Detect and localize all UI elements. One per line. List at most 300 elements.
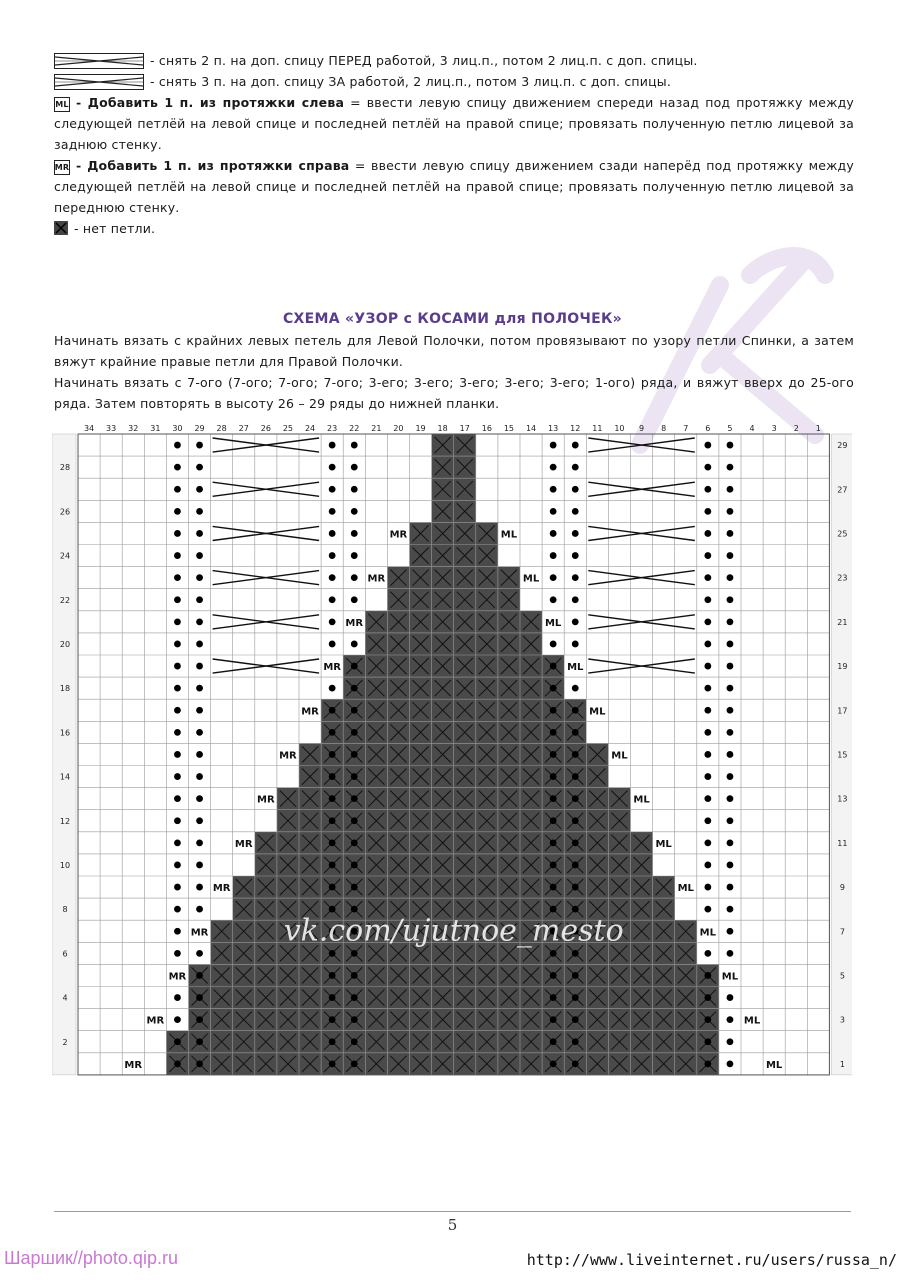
purl-dot — [704, 729, 711, 736]
purl-dot — [704, 530, 711, 537]
purl-dot — [572, 685, 579, 692]
purl-dot — [196, 486, 203, 493]
ml-increase: ML — [544, 617, 562, 629]
mr-increase: MR — [257, 794, 275, 806]
purl-dot — [572, 530, 579, 537]
row-number: 4 — [62, 993, 68, 1003]
column-number: 34 — [83, 424, 95, 433]
purl-dot — [196, 1038, 203, 1045]
purl-dot — [727, 906, 734, 913]
purl-dot — [174, 618, 181, 625]
purl-dot — [329, 464, 336, 471]
purl-dot — [174, 685, 181, 692]
purl-dot — [727, 795, 734, 802]
purl-dot — [196, 906, 203, 913]
row-number: 28 — [59, 463, 71, 473]
purl-dot — [727, 950, 734, 957]
purl-dot — [174, 1016, 181, 1023]
purl-dot — [704, 442, 711, 449]
no-loop-icon — [54, 221, 68, 235]
purl-dot — [704, 1016, 711, 1023]
purl-dot — [727, 486, 734, 493]
column-number: 20 — [393, 424, 404, 433]
purl-dot — [174, 839, 181, 846]
purl-dot — [572, 972, 579, 979]
row-number: 8 — [62, 905, 68, 915]
purl-dot — [351, 442, 358, 449]
legend-mr — [54, 155, 854, 218]
mr-increase: MR — [323, 662, 341, 674]
row-number: 14 — [59, 772, 71, 782]
purl-dot — [351, 839, 358, 846]
row-number: 2 — [62, 1037, 68, 1047]
purl-dot — [572, 486, 579, 493]
purl-dot — [572, 994, 579, 1001]
purl-dot — [727, 641, 734, 648]
purl-dot — [550, 641, 557, 648]
purl-dot — [704, 464, 711, 471]
purl-dot — [174, 884, 181, 891]
purl-dot — [329, 751, 336, 758]
purl-dot — [196, 530, 203, 537]
row-number: 5 — [839, 971, 845, 981]
row-number: 19 — [837, 662, 848, 672]
row-number: 20 — [59, 639, 71, 649]
purl-dot — [572, 817, 579, 824]
purl-dot — [727, 862, 734, 869]
purl-dot — [351, 729, 358, 736]
mr-icon: MR — [54, 160, 70, 175]
ml-increase: ML — [522, 573, 540, 585]
purl-dot — [174, 817, 181, 824]
purl-dot — [329, 1038, 336, 1045]
column-number: 1 — [815, 424, 821, 433]
chart-watermark: vk.com/ujutnoe_mesto — [283, 913, 624, 949]
purl-dot — [329, 884, 336, 891]
column-number: 33 — [106, 424, 117, 433]
column-number: 27 — [238, 424, 249, 433]
cable-front-icon — [54, 53, 144, 69]
purl-dot — [550, 1060, 557, 1067]
purl-dot — [572, 1038, 579, 1045]
purl-dot — [550, 707, 557, 714]
purl-dot — [196, 464, 203, 471]
purl-dot — [196, 1016, 203, 1023]
ml-title: - Добавить 1 п. из протяжки слева — [76, 95, 345, 110]
cable-back-text: - снять 3 п. на доп. спицу ЗА работой, 2 лиц.п., потом 3 лиц.п. с доп. спицы. — [150, 74, 672, 89]
purl-dot — [572, 552, 579, 559]
purl-dot — [329, 839, 336, 846]
ml-desc: = ввести левую спицу движением спереди назад под протяжку между следующей петлёй на левой спице и последней петлёй на правой спице; провязать полученную петлю лицевой за заднюю стенку. — [54, 95, 855, 152]
ml-increase: ML — [655, 838, 672, 850]
column-number: 16 — [481, 424, 492, 433]
purl-dot — [351, 994, 358, 1001]
credit-left: Шаршик//photo.qip.ru — [4, 1248, 178, 1268]
purl-dot — [329, 773, 336, 780]
ml-increase: ML — [611, 750, 628, 762]
purl-dot — [550, 442, 557, 449]
purl-dot — [550, 508, 557, 515]
column-number: 11 — [592, 424, 603, 433]
mr-increase: MR — [190, 927, 209, 939]
purl-dot — [174, 530, 181, 537]
purl-dot — [704, 1038, 711, 1045]
purl-dot — [329, 729, 336, 736]
purl-dot — [727, 884, 734, 891]
column-number: 4 — [749, 424, 755, 433]
noloop-text: - нет петли. — [74, 221, 156, 236]
purl-dot — [550, 906, 557, 913]
mr-increase: MR — [146, 1015, 165, 1027]
page-number: 5 — [447, 1216, 458, 1234]
purl-dot — [704, 663, 711, 670]
purl-dot — [351, 751, 358, 758]
ml-increase: ML — [567, 662, 584, 674]
column-number: 32 — [128, 424, 139, 433]
purl-dot — [329, 486, 336, 493]
purl-dot — [704, 508, 711, 515]
purl-dot — [727, 663, 734, 670]
mr-increase: MR — [168, 971, 187, 983]
purl-dot — [572, 729, 579, 736]
purl-dot — [351, 641, 358, 648]
ml-increase: ML — [589, 706, 606, 718]
purl-dot — [174, 596, 181, 603]
ml-increase: ML — [765, 1059, 783, 1071]
purl-dot — [329, 508, 336, 515]
row-number: 12 — [59, 816, 71, 826]
purl-dot — [351, 663, 358, 670]
purl-dot — [572, 641, 579, 648]
footer-divider — [54, 1211, 851, 1212]
purl-dot — [329, 972, 336, 979]
purl-dot — [174, 994, 181, 1001]
mr-desc: = ввести левую спицу движением сзади наперёд под протяжку между следующей петлёй на левой спице и последней петлёй на правой спице; провязать полученную петлю лицевой за переднюю стенку. — [54, 158, 854, 215]
purl-dot — [196, 994, 203, 1001]
purl-dot — [174, 464, 181, 471]
purl-dot — [572, 442, 579, 449]
legend — [54, 50, 854, 239]
purl-dot — [550, 1016, 557, 1023]
row-number: 22 — [59, 595, 71, 605]
ml-increase: ML — [699, 927, 717, 939]
mr-increase: MR — [367, 573, 386, 585]
purl-dot — [196, 596, 203, 603]
purl-dot — [727, 442, 734, 449]
purl-dot — [727, 751, 734, 758]
column-number: 28 — [216, 424, 227, 433]
purl-dot — [727, 530, 734, 537]
purl-dot — [351, 707, 358, 714]
purl-dot — [727, 596, 734, 603]
purl-dot — [329, 994, 336, 1001]
row-number: 15 — [837, 750, 848, 760]
purl-dot — [329, 685, 336, 692]
column-number: 7 — [683, 424, 689, 433]
purl-dot — [727, 839, 734, 846]
purl-dot — [174, 641, 181, 648]
column-number: 19 — [415, 424, 426, 433]
purl-dot — [550, 596, 557, 603]
purl-dot — [329, 574, 336, 581]
purl-dot — [550, 972, 557, 979]
purl-dot — [174, 574, 181, 581]
cable-front-text: - снять 2 п. на доп. спицу ПЕРЕД работой, 3 лиц.п., потом 2 лиц.п. с доп. спицы. — [150, 53, 698, 68]
purl-dot — [351, 950, 358, 957]
column-number: 5 — [727, 424, 733, 433]
purl-dot — [196, 972, 203, 979]
mr-increase: MR — [234, 838, 253, 850]
purl-dot — [704, 839, 711, 846]
purl-dot — [727, 618, 734, 625]
purl-dot — [704, 906, 711, 913]
purl-dot — [196, 508, 203, 515]
purl-dot — [329, 596, 336, 603]
row-number: 25 — [837, 529, 848, 539]
purl-dot — [572, 839, 579, 846]
purl-dot — [329, 906, 336, 913]
intro-text — [54, 330, 854, 414]
purl-dot — [550, 729, 557, 736]
purl-dot — [550, 663, 557, 670]
credit-right: http://www.liveinternet.ru/users/russa_n/ — [526, 1251, 897, 1269]
purl-dot — [174, 729, 181, 736]
purl-dot — [727, 1060, 734, 1067]
ml-increase: ML — [633, 794, 650, 806]
purl-dot — [174, 906, 181, 913]
purl-dot — [550, 950, 557, 957]
purl-dot — [174, 950, 181, 957]
purl-dot — [550, 862, 557, 869]
purl-dot — [572, 707, 579, 714]
purl-dot — [727, 773, 734, 780]
purl-dot — [351, 817, 358, 824]
column-number: 26 — [260, 424, 271, 433]
purl-dot — [174, 552, 181, 559]
purl-dot — [196, 950, 203, 957]
ml-increase: ML — [721, 971, 739, 983]
purl-dot — [550, 574, 557, 581]
purl-dot — [174, 1038, 181, 1045]
row-number: 10 — [59, 860, 71, 870]
column-number: 24 — [304, 424, 316, 433]
purl-dot — [329, 707, 336, 714]
legend-ml — [54, 92, 854, 155]
purl-dot — [329, 530, 336, 537]
column-number: 21 — [371, 424, 382, 433]
purl-dot — [196, 729, 203, 736]
purl-dot — [704, 994, 711, 1001]
legend-noloop — [54, 218, 854, 239]
purl-dot — [174, 663, 181, 670]
row-number: 13 — [837, 794, 848, 804]
column-number: 23 — [327, 424, 338, 433]
column-number: 3 — [771, 424, 777, 433]
intro-line-2: Начинать вязать с 7-ого (7-ого; 7-ого; 7-ого; 3-его; 3-его; 3-его; 3-его; 3-его; 1-ого) ряда, и вяжут вверх до 25-ого ряда. Затем повторять в высоту 26 – 29 ряды до нижней планки. — [54, 375, 854, 411]
purl-dot — [704, 972, 711, 979]
column-number: 17 — [459, 424, 470, 433]
purl-dot — [196, 685, 203, 692]
purl-dot — [351, 884, 358, 891]
purl-dot — [727, 928, 734, 935]
column-number: 18 — [437, 424, 448, 433]
column-number: 9 — [639, 424, 645, 433]
purl-dot — [727, 508, 734, 515]
mr-increase: MR — [389, 529, 408, 541]
purl-dot — [550, 884, 557, 891]
purl-dot — [704, 862, 711, 869]
mr-increase: MR — [212, 883, 231, 895]
purl-dot — [329, 442, 336, 449]
purl-dot — [550, 795, 557, 802]
purl-dot — [704, 618, 711, 625]
purl-dot — [196, 839, 203, 846]
row-number: 23 — [837, 573, 848, 583]
mr-increase: MR — [301, 706, 319, 718]
column-number: 30 — [172, 424, 183, 433]
purl-dot — [351, 552, 358, 559]
purl-dot — [704, 795, 711, 802]
purl-dot — [550, 817, 557, 824]
purl-dot — [704, 486, 711, 493]
purl-dot — [704, 950, 711, 957]
purl-dot — [196, 707, 203, 714]
row-number: 17 — [837, 706, 848, 716]
row-number: 26 — [59, 507, 71, 517]
column-number: 25 — [282, 424, 294, 433]
purl-dot — [329, 1060, 336, 1067]
purl-dot — [196, 574, 203, 581]
mr-title: - Добавить 1 п. из протяжки справа — [76, 158, 350, 173]
legend-cable-front — [54, 50, 854, 71]
purl-dot — [572, 950, 579, 957]
purl-dot — [351, 486, 358, 493]
purl-dot — [572, 1016, 579, 1023]
legend-cable-back — [54, 71, 854, 92]
purl-dot — [196, 618, 203, 625]
intro-line-1: Начинать вязать с крайних левых петель для Левой Полочки, потом провязывают по узору петли Спинки, а затем вяжут крайние правые петли для Правой Полочки. — [54, 333, 854, 369]
column-number: 29 — [194, 424, 205, 433]
purl-dot — [572, 1060, 579, 1067]
purl-dot — [174, 442, 181, 449]
row-number: 11 — [837, 838, 848, 848]
purl-dot — [572, 464, 579, 471]
purl-dot — [329, 795, 336, 802]
purl-dot — [727, 707, 734, 714]
purl-dot — [572, 574, 579, 581]
column-number: 22 — [349, 424, 360, 433]
purl-dot — [572, 773, 579, 780]
row-number: 24 — [59, 551, 71, 561]
purl-dot — [727, 994, 734, 1001]
column-number: 10 — [614, 424, 625, 433]
purl-dot — [572, 751, 579, 758]
purl-dot — [196, 862, 203, 869]
purl-dot — [174, 707, 181, 714]
purl-dot — [329, 1016, 336, 1023]
row-number: 18 — [59, 684, 71, 694]
purl-dot — [351, 1016, 358, 1023]
purl-dot — [572, 795, 579, 802]
cable-back-icon — [54, 74, 144, 90]
mr-increase: MR — [279, 750, 297, 762]
purl-dot — [727, 574, 734, 581]
column-number: 8 — [661, 424, 667, 433]
purl-dot — [572, 884, 579, 891]
ml-increase: ML — [677, 883, 694, 895]
purl-dot — [727, 1016, 734, 1023]
purl-dot — [351, 795, 358, 802]
purl-dot — [351, 464, 358, 471]
purl-dot — [351, 1038, 358, 1045]
purl-dot — [351, 773, 358, 780]
purl-dot — [196, 663, 203, 670]
purl-dot — [550, 486, 557, 493]
purl-dot — [196, 552, 203, 559]
purl-dot — [704, 596, 711, 603]
purl-dot — [727, 552, 734, 559]
purl-dot — [174, 1060, 181, 1067]
purl-dot — [196, 751, 203, 758]
purl-dot — [572, 508, 579, 515]
purl-dot — [550, 464, 557, 471]
mr-increase: MR — [124, 1059, 143, 1071]
purl-dot — [727, 464, 734, 471]
purl-dot — [174, 928, 181, 935]
purl-dot — [196, 884, 203, 891]
ml-increase: ML — [500, 529, 518, 541]
purl-dot — [550, 751, 557, 758]
purl-dot — [351, 862, 358, 869]
row-number: 27 — [837, 485, 848, 495]
purl-dot — [329, 552, 336, 559]
purl-dot — [550, 773, 557, 780]
ml-increase: ML — [743, 1015, 761, 1027]
column-number: 14 — [525, 424, 537, 433]
purl-dot — [572, 906, 579, 913]
column-number: 31 — [150, 424, 161, 433]
purl-dot — [351, 574, 358, 581]
purl-dot — [727, 685, 734, 692]
purl-dot — [704, 641, 711, 648]
purl-dot — [329, 862, 336, 869]
purl-dot — [704, 817, 711, 824]
column-number: 6 — [705, 424, 711, 433]
row-number: 7 — [839, 927, 845, 937]
left-row-strip — [52, 434, 76, 1075]
row-number: 6 — [62, 949, 68, 959]
purl-dot — [550, 1038, 557, 1045]
purl-dot — [727, 817, 734, 824]
purl-dot — [329, 950, 336, 957]
row-number: 9 — [839, 883, 845, 893]
purl-dot — [174, 508, 181, 515]
purl-dot — [572, 618, 579, 625]
purl-dot — [174, 862, 181, 869]
purl-dot — [727, 1038, 734, 1045]
purl-dot — [174, 486, 181, 493]
purl-dot — [196, 442, 203, 449]
purl-dot — [329, 817, 336, 824]
purl-dot — [704, 552, 711, 559]
purl-dot — [351, 685, 358, 692]
column-number: 13 — [548, 424, 559, 433]
purl-dot — [329, 618, 336, 625]
purl-dot — [351, 530, 358, 537]
purl-dot — [704, 685, 711, 692]
purl-dot — [174, 795, 181, 802]
purl-dot — [550, 552, 557, 559]
